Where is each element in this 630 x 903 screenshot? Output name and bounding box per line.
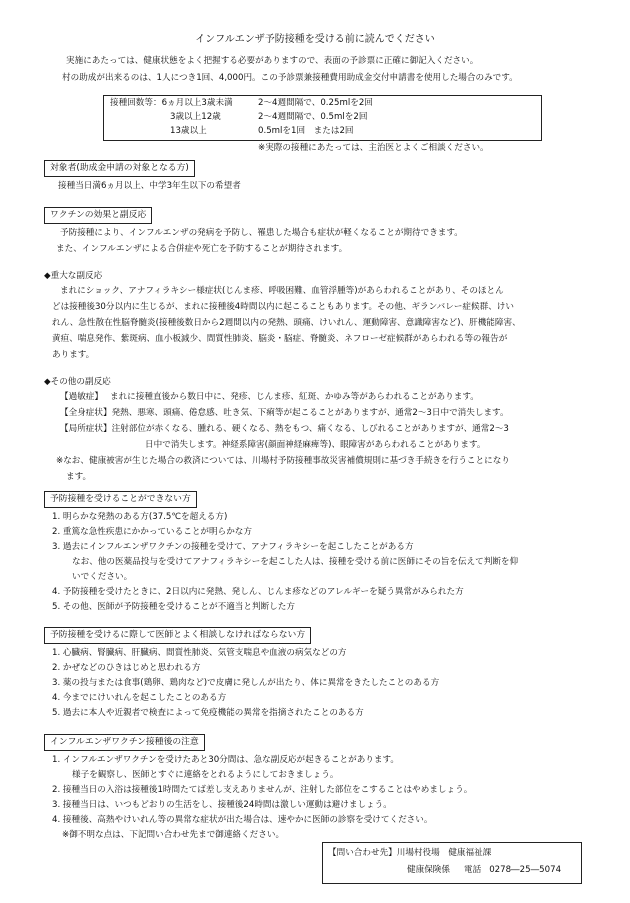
list-item: 2. 接種当日の入浴は接種後1時間たてば差し支えありませんが、注射した部位をこすることはやめましょう。 xyxy=(52,785,473,795)
contact-org: 川場村役場 健康福祉課 xyxy=(396,848,492,858)
dose-amount: 2〜4週間隔で、0.25mlを2回 xyxy=(258,98,373,108)
dose-amount: 2〜4週間隔で、0.5mlを2回 xyxy=(258,112,368,122)
list-item: 1. 明らかな発熱のある方(37.5℃を超える方) xyxy=(52,512,228,522)
dose-age: 3歳以上12歳 xyxy=(170,112,221,122)
list-item: 5. その他、医師が予防接種を受けることが不適当と判断した方 xyxy=(52,602,295,612)
list-item: 1. インフルエンザワクチンを受けたあと30分間は、急な副反応が起きることがあります。 xyxy=(52,755,399,765)
list-item: 5. 過去に本人や近親者で検査によって免疫機能の異常を指摘されたことのある方 xyxy=(52,708,364,718)
other-tag: 【過敏症】 xyxy=(60,392,103,402)
other-tag: 【全身症状】 xyxy=(60,408,112,418)
intro-line-2: 村の助成が出来るのは、1人につき1回、4,000円。この予診票兼接種費用助成金交付申請書を使用した場合のみです。 xyxy=(62,73,518,83)
list-item: 4. 接種後、高熱やけいれん等の異常な症状が出た場合は、速やかに医師の診察を受けてください。 xyxy=(52,815,433,825)
dose-age: 接種回数等：6ヵ月以上3歳未満 xyxy=(110,98,233,108)
list-item: 3. 過去にインフルエンザワクチンの接種を受けて、アナフィラキシーを起こしたことがある方 xyxy=(52,542,414,552)
other-heading: ◆その他の副反応 xyxy=(44,377,111,387)
cannot-note-1: なお、他の医薬品投与を受けてアナフィラキシーを起こした人は、接種を受ける前に医師にその旨を伝えて判断を仰 xyxy=(72,557,519,567)
relief-line-1: ※なお、健康被害が生じた場合の救済については、川場村予防接種事故災害補償規則に基づき手続きを行うことになり xyxy=(56,456,510,466)
intro-line-1: 実施にあたっては、健康状態をよく把握する必要がありますので、表面の予診票に正確に御記入ください。 xyxy=(66,56,479,66)
effects-line-1: 予防接種により、インフルエンザの発病を予防し、罹患した場合も症状が軽くなることが期待できます。 xyxy=(60,228,463,238)
dose-table xyxy=(103,95,542,141)
contact-phone-label: 電話 xyxy=(463,865,482,875)
contact-label: 【問い合わせ先】 xyxy=(328,848,397,858)
other-item-systemic xyxy=(60,407,509,420)
list-item: 1. 心臓病、腎臓病、肝臓病、間質性肺炎、気管支喘息や血液の病気などの方 xyxy=(52,648,347,658)
dose-age: 13歳以上 xyxy=(170,126,207,136)
contact-line-2 xyxy=(407,864,561,877)
other-text: 発熱、悪寒、頭痛、倦怠感、吐き気、下痢等が起こることがありますが、通常2〜3日中で消失します。 xyxy=(111,408,509,418)
serious-line: れん、急性散在性脳脊髄炎(接種後数日から2週間以内の発熱、頭痛、けいれん、運動障害、意識障害など)、肝機能障害、 xyxy=(52,318,521,328)
page-title: インフルエンザ予防接種を受ける前に読んでください xyxy=(195,34,435,45)
contact-dept: 健康保険係 xyxy=(407,865,450,875)
effects-line-2: また、インフルエンザによる合併症や死亡を予防することが期待されます。 xyxy=(56,244,348,254)
cannot-note-2: いでください。 xyxy=(72,572,133,582)
list-item: 4. 今までにけいれんを起こしたことのある方 xyxy=(52,693,227,703)
consult-heading: 予防接種を受けるに際して医師とよく相談しなければならない方 xyxy=(44,627,311,644)
other-item-hypersensitivity xyxy=(60,391,479,404)
contact-line-1 xyxy=(328,847,491,860)
list-item: 4. 予防接種を受けたときに、2日以内に発熱、発しん、じんま疹などのアレルギーを疑う異常がみられた方 xyxy=(52,587,464,597)
list-item: 3. 薬の投与または食事(鶏卵、鶏肉など)で皮膚に発しんが出たり、体に異常をきたしたことのある方 xyxy=(52,678,440,688)
after-item1-cont: 様子を観察し、医師とすぐに連絡をとれるようにしておきましょう。 xyxy=(72,770,339,780)
target-heading: 対象者(助成金申請の対象となる方) xyxy=(44,160,195,177)
contact-box xyxy=(322,842,582,884)
dose-amount: 0.5mlを1回 または2回 xyxy=(258,126,354,136)
list-item: 3. 接種当日は、いつもどおりの生活をし、接種後24時間は激しい運動は避けましょう。 xyxy=(52,800,392,810)
relief-line-2: ます。 xyxy=(66,472,92,482)
dose-note: ※実際の接種にあたっては、主治医とよくご相談ください。 xyxy=(258,143,489,153)
serious-line: どは接種後30分以内に生じるが、まれに接種後4時間以内に起こることもあります。その他、ギランバレー症候群、けい xyxy=(52,302,514,312)
other-tag: 【局所症状】 xyxy=(60,424,112,434)
other-text: まれに接種直後から数日中に、発疹、じんま疹、紅斑、かゆみ等があらわれることがあります。 xyxy=(109,392,479,402)
contact-phone: 0278―25―5074 xyxy=(489,865,562,875)
serious-line: まれにショック、アナフィラキシー様症状(じんま疹、呼吸困難、血管浮腫等)があらわれることがあり、そのほとん xyxy=(60,286,504,296)
effects-heading: ワクチンの効果と副反応 xyxy=(44,207,152,224)
other-local-cont: 日中で消失します。神経系障害(顔面神経麻痺等)、眼障害があらわれることがあります。 xyxy=(145,440,486,450)
serious-heading: ◆重大な副反応 xyxy=(44,271,103,281)
cannot-heading: 予防接種を受けることができない方 xyxy=(44,491,197,508)
serious-line: あります。 xyxy=(52,350,95,360)
list-item: 2. 重篤な急性疾患にかかっていることが明らかな方 xyxy=(52,527,252,537)
list-item: 2. かぜなどのひきはじめと思われる方 xyxy=(52,663,201,673)
serious-line: 黄疸、喘息発作、紫斑病、血小板減少、間質性肺炎、脳炎・脳症、脊髄炎、ネフローゼ症候群があらわれる等の報告が xyxy=(52,334,508,344)
after-heading: インフルエンザワクチン接種後の注意 xyxy=(44,734,205,751)
other-item-local xyxy=(60,423,509,436)
after-note: ※御不明な点は、下記問い合わせ先まで御連絡ください。 xyxy=(62,830,285,840)
target-text: 接種当日満6ヵ月以上、中学3年生以下の希望者 xyxy=(58,181,241,191)
other-text: 注射部位が赤くなる、腫れる、硬くなる、熱をもつ、痛くなる、しびれることがありますが、通常2〜3 xyxy=(111,424,509,434)
